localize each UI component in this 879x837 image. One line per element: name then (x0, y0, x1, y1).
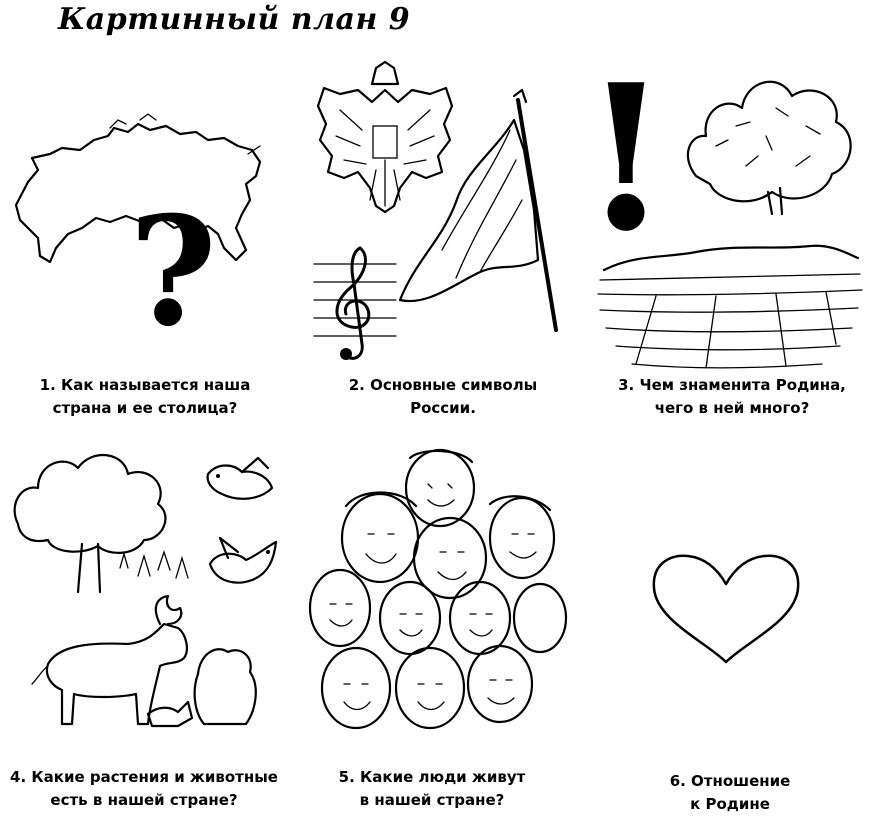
flag-illustration (396, 90, 586, 340)
panel-5 (300, 448, 570, 754)
heart-icon (646, 550, 806, 666)
trees-illustration (676, 56, 861, 216)
panel-6 (646, 550, 816, 670)
panel-2 (300, 60, 590, 370)
caption-5 (312, 766, 552, 812)
panel-4 (8, 444, 292, 754)
caption-6-line-2: к Родине (690, 795, 770, 813)
caption-2-line-2: России. (410, 399, 476, 417)
field-illustration (596, 224, 864, 374)
caption-6-line-1: 6. Отношение (669, 772, 791, 790)
caption-4 (8, 766, 280, 812)
panel-1 (10, 110, 270, 360)
caption-2 (318, 374, 568, 420)
caption-3 (604, 374, 860, 420)
caption-4-line-2: есть в нашей стране? (50, 791, 238, 809)
tree-illustration (8, 444, 198, 594)
caption-5-line-1: 5. Какие люди живут (338, 768, 526, 786)
caption-3-line-1: 3. Чем знаменита Родина, (618, 376, 846, 394)
caption-1-line-2: страна и ее столица? (52, 399, 238, 417)
caption-5-line-2: в нашей стране? (359, 791, 505, 809)
caption-3-line-2: чего в ней много? (654, 399, 810, 417)
caption-2-line-1: 2. Основные символы (348, 376, 538, 394)
bird-icon-2 (198, 530, 288, 594)
caption-4-line-1: 4. Какие растения и животные (10, 768, 278, 786)
question-mark-icon: ? (129, 184, 217, 360)
panel-3 (582, 41, 866, 376)
moose-illustration (28, 594, 278, 744)
people-crowd-illustration (300, 448, 570, 754)
exclamation-mark-icon: ! (582, 41, 670, 276)
caption-1-line-1: 1. Как называется наша (39, 376, 251, 394)
caption-1 (20, 374, 270, 420)
caption-6 (640, 770, 820, 816)
treble-clef-icon (310, 240, 400, 370)
page-title: Картинный план 9 (58, 2, 411, 37)
bird-icon (198, 454, 288, 514)
